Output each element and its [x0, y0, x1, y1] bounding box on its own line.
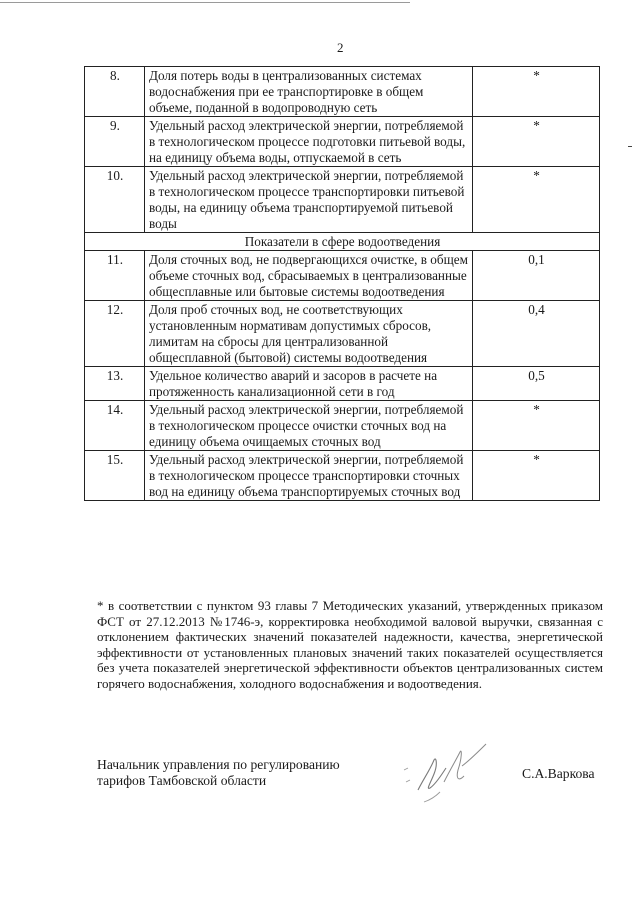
indicator-name: Удельный расход электрической энергии, потребляемой в технологическом процессе очистки сточных вод на единицу объема очищаемых сточных вод: [145, 401, 473, 451]
margin-mark: [628, 146, 632, 147]
indicator-name: Доля потерь воды в централизованных системах водоснабжения при ее транспортировке в общем объеме, поданной в водопроводную сеть: [145, 67, 473, 117]
table-row: [85, 401, 600, 451]
table-row: [85, 301, 600, 367]
indicator-value: *: [473, 67, 600, 117]
indicator-name: Удельный расход электрической энергии, потребляемой в технологическом процессе транспортировки сточных вод на единицу объема транспортируемых сточных вод: [145, 451, 473, 501]
page-number: 2: [337, 40, 344, 55]
table-body: [85, 67, 600, 501]
indicator-name: Удельный расход электрической энергии, потребляемой в технологическом процессе транспортировки питьевой воды, на единицу объема транспортируемой питьевой воды: [145, 167, 473, 233]
indicator-value: 0,5: [473, 367, 600, 401]
footnote: * в соответствии с пунктом 93 главы 7 Методических указаний, утвержденных приказом ФСТ от 27.12.2013 №1746-э, корректировка необходимой валовой выручки, связанная с отклонением фактических значений показателей надежности, качества, энергетической эффективности от установленных плановых значений таких показателей осуществляется без учета показателей энергетической эффективности объектов централизованных систем горячего водоснабжения, холодного водоснабжения и водоотведения.: [97, 598, 603, 691]
table-row: [85, 451, 600, 501]
row-number: 12.: [85, 301, 145, 367]
row-number: 10.: [85, 167, 145, 233]
table-row: [85, 167, 600, 233]
indicator-value: *: [473, 451, 600, 501]
table-row: [85, 117, 600, 167]
signatory-name: С.А.Варкова: [522, 766, 595, 781]
section-header-row: [85, 233, 600, 251]
row-number: 15.: [85, 451, 145, 501]
row-number: 14.: [85, 401, 145, 451]
indicator-value: *: [473, 117, 600, 167]
row-number: 8.: [85, 67, 145, 117]
signatory-title-line2: тарифов Тамбовской области: [97, 772, 267, 788]
indicator-name: Доля проб сточных вод, не соответствующих установленным нормативам допустимых сбросов, лимитам на сбросы для централизованной общесплавной (бытовой) системы водоотведения: [145, 301, 473, 367]
indicator-value: 0,4: [473, 301, 600, 367]
indicator-value: *: [473, 401, 600, 451]
row-number: 9.: [85, 117, 145, 167]
table-row: [85, 251, 600, 301]
section-title: Показатели в сфере водоотведения: [85, 233, 600, 251]
handwritten-signature: [400, 730, 510, 820]
indicator-name: Удельный расход электрической энергии, потребляемой в технологическом процессе подготовки питьевой воды, на единицу объема воды, отпускаемой в сеть: [145, 117, 473, 167]
table-row: [85, 67, 600, 117]
indicators-table: [84, 66, 600, 501]
row-number: 11.: [85, 251, 145, 301]
indicator-value: *: [473, 167, 600, 233]
top-rule: [0, 2, 410, 3]
signatory-title: [97, 757, 397, 788]
signatory-title-line1: Начальник управления по регулированию: [97, 757, 340, 772]
row-number: 13.: [85, 367, 145, 401]
indicator-name: Удельное количество аварий и засоров в расчете на протяженность канализационной сети в год: [145, 367, 473, 401]
indicator-name: Доля сточных вод, не подвергающихся очистке, в общем объеме сточных вод, сбрасываемых в централизованные общесплавные или бытовые системы водоотведения: [145, 251, 473, 301]
table-row: [85, 367, 600, 401]
indicator-value: 0,1: [473, 251, 600, 301]
